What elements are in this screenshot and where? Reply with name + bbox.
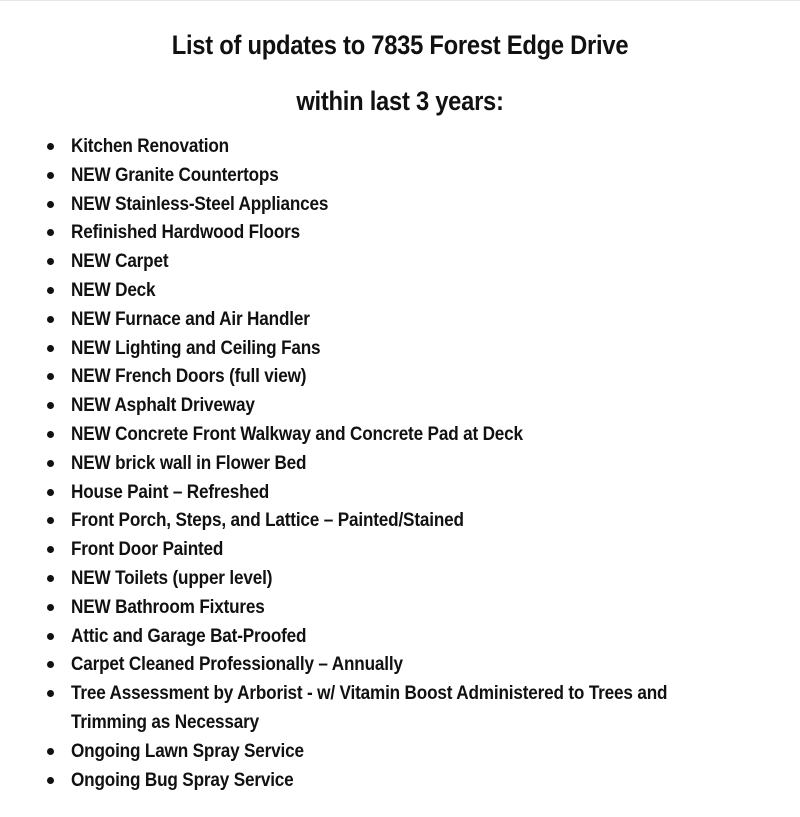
bullet-icon xyxy=(47,229,54,236)
bullet-icon xyxy=(47,661,54,668)
bullet-icon xyxy=(47,172,54,179)
list-item xyxy=(0,478,760,507)
list-item xyxy=(0,305,760,334)
list-item-text: Tree Assessment by Arborist - w/ Vitamin Boost Administered to Trees and Trimming as Necessary xyxy=(71,682,668,733)
list-item xyxy=(0,334,760,363)
list-item-text: NEW Toilets (upper level) xyxy=(71,566,273,589)
list-item-text: Refinished Hardwood Floors xyxy=(71,221,301,244)
list-item-text: NEW Bathroom Fixtures xyxy=(71,595,265,618)
bullet-icon xyxy=(47,517,54,524)
list-item xyxy=(0,737,760,766)
bullet-icon xyxy=(47,373,54,380)
bullet-icon xyxy=(47,604,54,611)
list-item-text: NEW Lighting and Ceiling Fans xyxy=(71,336,321,359)
list-item xyxy=(0,161,760,190)
list-item-text: Carpet Cleaned Professionally – Annually xyxy=(71,653,403,676)
list-item xyxy=(0,593,760,622)
list-item-text: NEW Furnace and Air Handler xyxy=(71,307,310,330)
list-item xyxy=(0,679,760,737)
list-item xyxy=(0,420,760,449)
list-item xyxy=(0,132,760,161)
list-item xyxy=(0,276,760,305)
bullet-icon xyxy=(47,402,54,409)
bullet-icon xyxy=(47,316,54,323)
list-item xyxy=(0,650,760,679)
document-title: List of updates to 7835 Forest Edge Drive xyxy=(171,30,629,60)
list-item xyxy=(0,218,760,247)
list-item-text: NEW Asphalt Driveway xyxy=(71,394,255,417)
list-item xyxy=(0,506,760,535)
bullet-icon xyxy=(47,633,54,640)
list-item-text: NEW Stainless-Steel Appliances xyxy=(71,192,329,215)
list-item-text: House Paint – Refreshed xyxy=(71,480,270,503)
list-item xyxy=(0,535,760,564)
list-item-text: NEW French Doors (full view) xyxy=(71,365,307,388)
list-item-text: NEW Deck xyxy=(71,278,156,301)
bullet-icon xyxy=(47,345,54,352)
bullet-icon xyxy=(47,777,54,784)
list-item-text: NEW Concrete Front Walkway and Concrete Pad at Deck xyxy=(71,422,523,445)
list-item-text: Front Door Painted xyxy=(71,538,224,561)
list-item xyxy=(0,247,760,276)
updates-list xyxy=(0,132,760,794)
bullet-icon xyxy=(47,546,54,553)
list-item-text: NEW Carpet xyxy=(71,250,169,273)
list-item-text: NEW Granite Countertops xyxy=(71,163,279,186)
list-item-text: NEW brick wall in Flower Bed xyxy=(71,451,307,474)
list-item xyxy=(0,622,760,651)
list-item xyxy=(0,391,760,420)
bullet-icon xyxy=(47,431,54,438)
list-item-text: Front Porch, Steps, and Lattice – Painted/Stained xyxy=(71,509,464,532)
bullet-icon xyxy=(47,287,54,294)
list-item xyxy=(0,766,760,795)
list-item xyxy=(0,449,760,478)
list-item xyxy=(0,190,760,219)
bullet-icon xyxy=(47,690,54,697)
list-item-text: Ongoing Bug Spray Service xyxy=(71,768,294,791)
bullet-icon xyxy=(47,460,54,467)
bullet-icon xyxy=(47,258,54,265)
list-item-text: Attic and Garage Bat-Proofed xyxy=(71,624,307,647)
list-item xyxy=(0,564,760,593)
list-item-text: Ongoing Lawn Spray Service xyxy=(71,739,304,762)
document-subtitle: within last 3 years: xyxy=(296,86,504,116)
list-item-text: Kitchen Renovation xyxy=(71,135,229,157)
bullet-icon xyxy=(47,575,54,582)
bullet-icon xyxy=(47,489,54,496)
list-item xyxy=(0,362,760,391)
bullet-icon xyxy=(47,143,54,150)
bullet-icon xyxy=(47,748,54,755)
bullet-icon xyxy=(47,201,54,208)
